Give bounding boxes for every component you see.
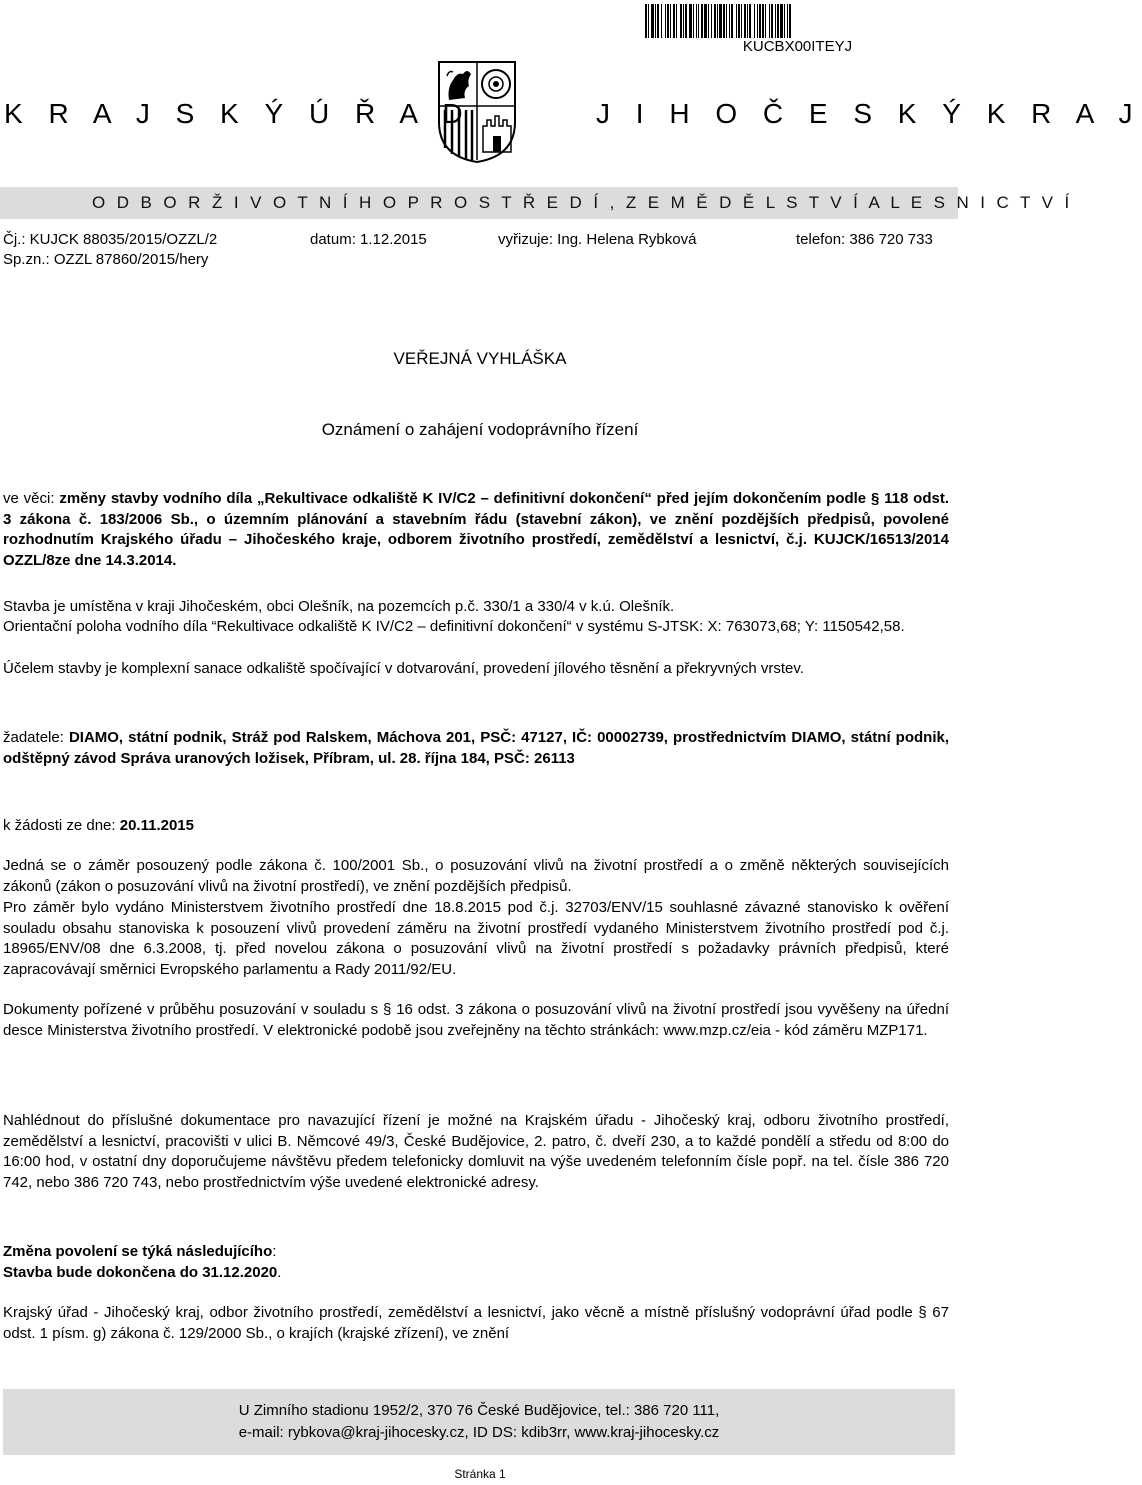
- paragraph-subject: [3, 489, 949, 571]
- completion-period: .: [277, 1264, 282, 1281]
- subject-rest: , o územním plánování a stavebním řádu (stavební zákon), ve znění pozdějších předpisů, povolené rozhodnutím Krajského úřadu – Jihočeského kraje, odborem životního prostředí, zemědělství a lesnictví, č.j. KUJCK/16513/2014 OZZL/8ze dne 14.3.2014.: [3, 510, 949, 569]
- change-label: Změna povolení se týká následujícího: [3, 1243, 273, 1260]
- barcode: [645, 4, 950, 38]
- change-colon: :: [272, 1243, 277, 1260]
- date: datum: 1.12.2015: [310, 231, 427, 248]
- request-date: 20.11.2015: [119, 817, 194, 834]
- document-subtitle: Oznámení o zahájení vodoprávního řízení: [321, 420, 639, 439]
- paragraph-documents: Dokumenty pořízené v průběhu posuzování v souladu s § 16 odst. 3 zákona o posuzování vlivů na životní prostředí jsou vyvěšeny na úřední desce Ministerstva životního prostředí. V elektronické podobě jsou zveřejněny na těchto stránkách: www.mzp.cz/eia - kód záměru MZP171.: [3, 1001, 949, 1039]
- department-name: O D B O R Ž I V O T N Í H O P R O S T Ř E D Í , Z E M Ě D Ě L S T V Í A L E S N I C T V Í: [92, 193, 1073, 212]
- footer-band: [3, 1389, 955, 1455]
- document-title: VEŘEJNÁ VYHLÁŠKA: [393, 349, 567, 368]
- paragraph-completion: [3, 1263, 949, 1284]
- page-number: Stránka 1: [454, 1467, 506, 1481]
- reference-number: Čj.: KUJCK 88035/2015/OZZL/2: [3, 231, 218, 248]
- applicant-label: žadatele:: [3, 729, 69, 746]
- paragraph-applicant: [3, 728, 949, 769]
- applicant-name: DIAMO, státní podnik, Stráž pod Ralskem, Máchova 201, PSČ: 47127, IČ: 00002739, prostřednictvím DIAMO, státní podnik, odštěpný závod Správa uranových ložisek, Příbram, ul. 28. října 184, PSČ: 26113: [3, 729, 950, 767]
- paragraph-position: Orientační poloha vodního díla “Rekultivace odkaliště K IV/C2 – definitivní dokončení“ v systému S-JTSK: X: 763073,68; Y: 1150542,58.: [3, 618, 905, 635]
- paragraph-eia: Jedná se o záměr posouzený podle zákona č. 100/2001 Sb., o posuzování vlivů na životní prostředí a o změně některých souvisejících zákonů (zákon o posuzování vlivů na životní prostředí), ve znění pozdějších předpisů.: [3, 857, 949, 895]
- header-left: K R A J S K Ý Ú Ř A D: [4, 98, 472, 129]
- barcode-id: KUCBX00ITEYJ: [742, 38, 853, 55]
- paragraph-authority: Krajský úřad - Jihočeský kraj, odbor životního prostředí, zemědělství a lesnictví, jako věcně a místně příslušný vodoprávní úřad podle § 67 odst. 1 písm. g) zákona č. 129/2000 Sb., o krajích (krajské zřízení), ve znění: [3, 1304, 949, 1342]
- paragraph-location: Stavba je umístěna v kraji Jihočeském, obci Olešník, na pozemcích p.č. 330/1 a 330/4 v k.ú. Olešník.: [3, 598, 675, 615]
- paragraph-statement: Pro záměr bylo vydáno Ministerstvem životního prostředí dne 18.8.2015 pod č.j. 32703/ENV/15 souhlasné závazné stanovisko k ověření souladu obsahu stanoviska k posouzení vlivů provedení záměru na životní prostředí vydaného Ministerstvem životního prostředí pod č.j. 18965/ENV/08 dne 6.3.2008, tj. před novelou zákona o posuzování vlivů na životní prostředí s požadavky právních předpisů, které zapracovávají směrnici Evropského parlamentu a Rady 2011/92/EU.: [3, 899, 949, 978]
- phone: telefon: 386 720 733: [796, 231, 933, 248]
- paragraph-request-date: [3, 816, 949, 837]
- coat-of-arms-logo: [437, 60, 517, 164]
- file-mark: Sp.zn.: OZZL 87860/2015/hery: [3, 251, 209, 268]
- footer-contacts: e-mail: rybkova@kraj-jihocesky.cz, ID DS: kdib3rr, www.kraj-jihocesky.cz: [238, 1424, 720, 1441]
- footer-address: U Zimního stadionu 1952/2, 370 76 České Budějovice, tel.: 386 720 111,: [238, 1402, 720, 1419]
- completion-text: Stavba bude dokončena do 31.12.2020: [3, 1264, 278, 1281]
- header-right: J I H O Č E S K Ý K R A J: [596, 98, 1142, 129]
- paragraph-purpose: Účelem stavby je komplexní sanace odkaliště spočívající v dotvarování, provedení jílového těsnění a překryvných vrstev.: [3, 660, 804, 677]
- paragraph-change: [3, 1242, 949, 1263]
- request-date-label: k žádosti ze dne:: [3, 817, 120, 834]
- handled-by: vyřizuje: Ing. Helena Rybková: [498, 231, 697, 248]
- paragraph-inspection: Nahlédnout do příslušné dokumentace pro navazující řízení je možné na Krajském úřadu - Jihočeský kraj, odboru životního prostředí, zemědělství a lesnictví, pracovišti v ulici B. Němcové 49/3, České Budějovice, 2. patro, č. dveří 230, a to každé pondělí a středu od 8:00 do 16:00 hod, v ostatní dny doporučujeme návštěvu předem telefonicky domluvit na výše uvedeném telefonním čísle popř. na tel. čísle 386 720 742, nebo 386 720 743, nebo prostřednictvím výše uvedené elektronické adresy.: [3, 1112, 949, 1191]
- subject-label: ve věci:: [3, 490, 60, 507]
- subject-bold: změny stavby vodního díla „Rekultivace odkaliště K IV/C2 – definitivní dokončení“ před jejím dokončením podle § 118 odst. 3 zákona č. 183/2006 Sb.: [3, 490, 949, 528]
